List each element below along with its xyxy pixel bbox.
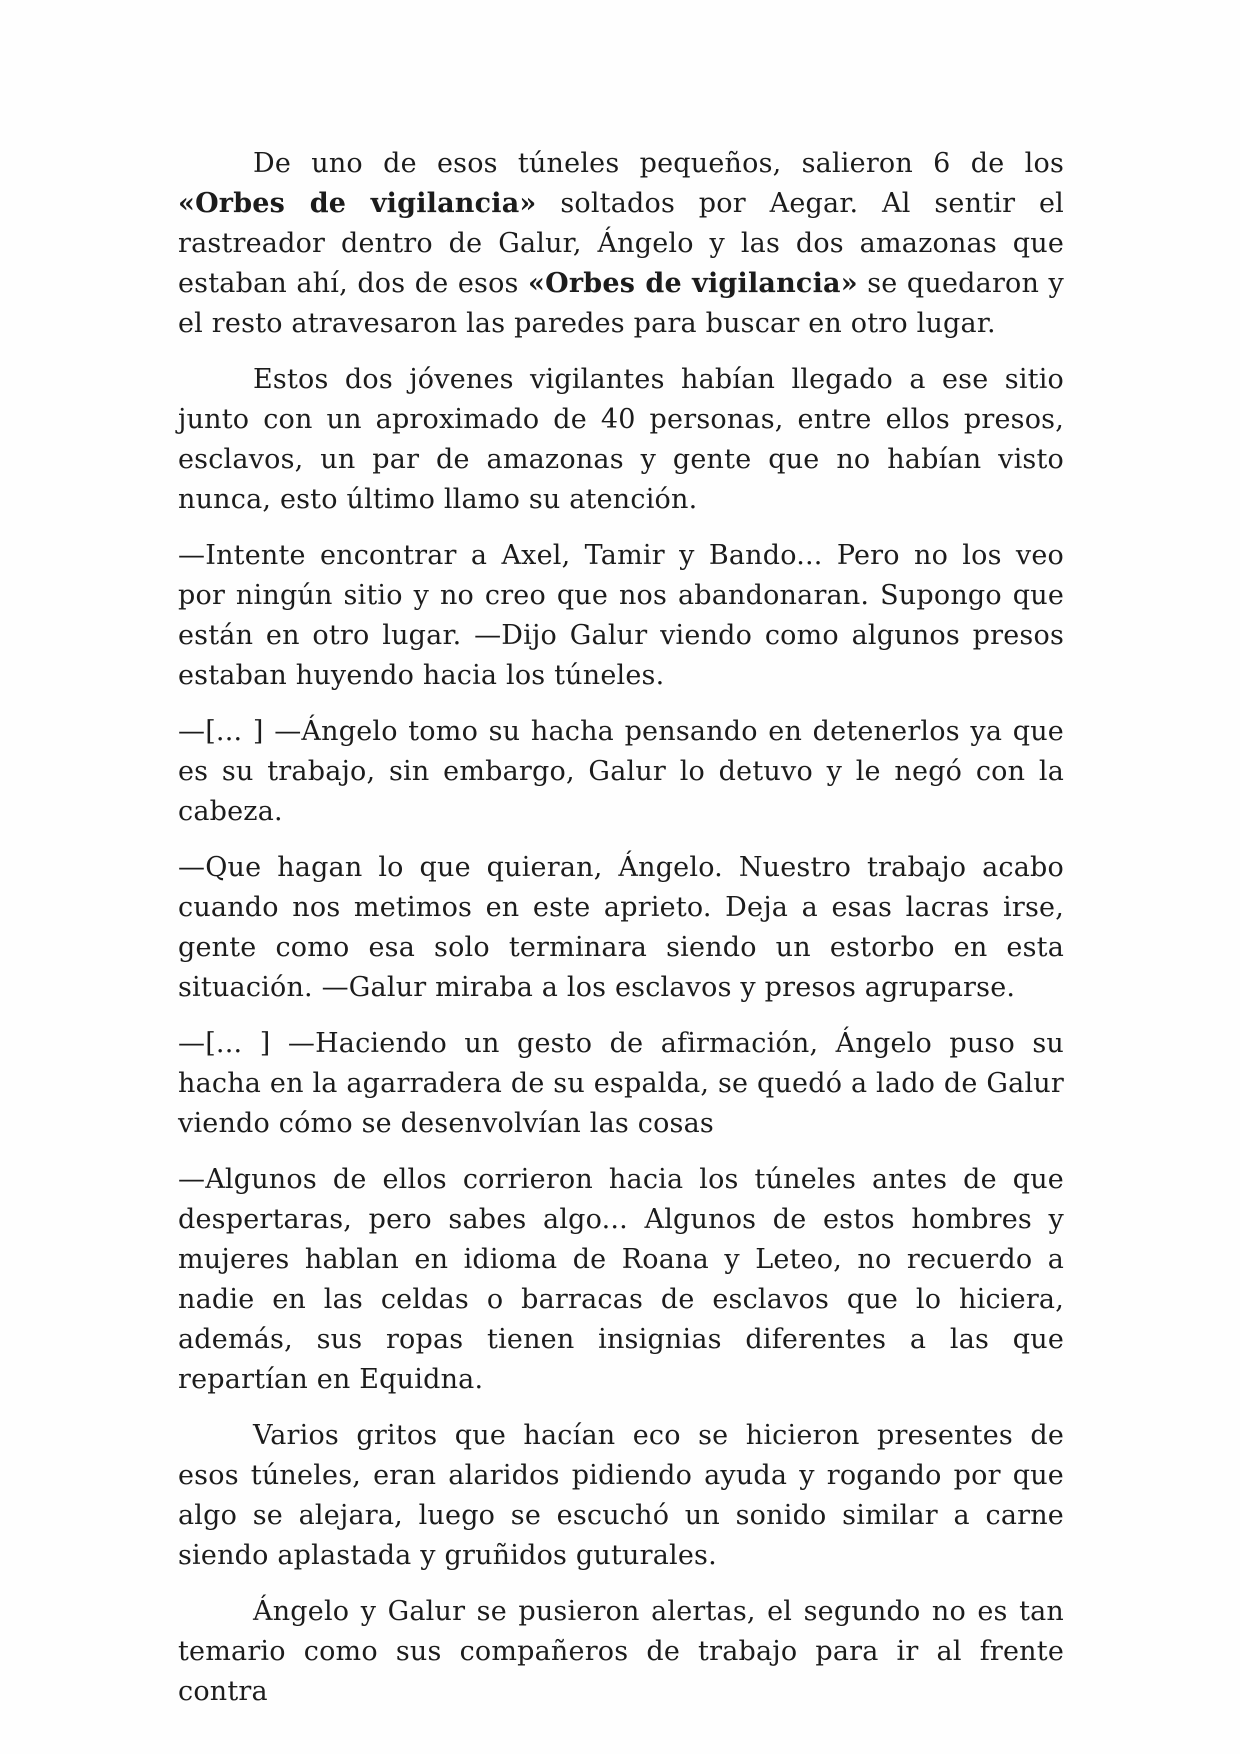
emphasis-orbes: «Orbes de vigilancia» <box>178 188 537 219</box>
text-body <box>178 144 1064 1728</box>
text-run: se quedaron y el resto atravesaron las paredes para buscar en otro lugar. <box>178 268 1064 339</box>
text-run: soltados por Aegar. Al sentir el rastreador dentro de Galur, Ángelo y las dos amazonas que estaban ahí, dos de esos <box>178 188 1065 299</box>
paragraph-5-dialogue <box>178 848 1064 1008</box>
text-run: —Algunos de ellos corrieron hacia los túneles antes de que despertaras, pero sabes algo... Algunos de estos hombres y mujeres hablan en idioma de Roana y Leteo, no recuerdo a nadie en las celdas o barracas de esclavos que lo hiciera, además, sus ropas tienen insignias diferentes a las que repartían en Equidna. <box>178 1164 1064 1395</box>
text-run: Varios gritos que hacían eco se hicieron presentes de esos túneles, eran alaridos pidiendo ayuda y rogando por que algo se alejara, luego se escuchó un sonido similar a carne siendo aplastada y gruñidos guturales. <box>178 1420 1064 1571</box>
text-run: —Que hagan lo que quieran, Ángelo. Nuestro trabajo acabo cuando nos metimos en este aprieto. Deja a esas lacras irse, gente como esa solo terminara siendo un estorbo en esta situación. —Galur miraba a los esclavos y presos agruparse. <box>178 852 1064 1003</box>
emphasis-orbes: «Orbes de vigilancia» <box>528 268 858 299</box>
text-run: Estos dos jóvenes vigilantes habían llegado a ese sitio junto con un aproximado de 40 personas, entre ellos presos, esclavos, un par de amazonas y gente que no habían visto nunca, esto último llamo su atención. <box>178 364 1064 515</box>
paragraph-3-dialogue <box>178 536 1064 696</box>
paragraph-1 <box>178 144 1064 344</box>
text-run: De uno de esos túneles pequeños, salieron 6 de los <box>253 148 1064 179</box>
paragraph-4-dialogue <box>178 712 1064 832</box>
text-run: —[... ] —Ángelo tomo su hacha pensando en detenerlos ya que es su trabajo, sin embargo, Galur lo detuvo y le negó con la cabeza. <box>178 716 1064 827</box>
paragraph-2 <box>178 360 1064 520</box>
text-run: —Intente encontrar a Axel, Tamir y Bando... Pero no los veo por ningún sitio y no creo que nos abandonaran. Supongo que están en otro lugar. —Dijo Galur viendo como algunos presos estaban huyendo hacia los túneles. <box>178 540 1064 691</box>
paragraph-7-dialogue <box>178 1160 1064 1400</box>
paragraph-6-dialogue <box>178 1024 1064 1144</box>
text-run: Ángelo y Galur se pusieron alertas, el segundo no es tan temario como sus compañeros de trabajo para ir al frente contra <box>178 1596 1064 1707</box>
paragraph-8 <box>178 1416 1064 1576</box>
text-run: —[... ] —Haciendo un gesto de afirmación, Ángelo puso su hacha en la agarradera de su espalda, se quedó a lado de Galur viendo cómo se desenvolvían las cosas <box>178 1028 1064 1139</box>
paragraph-9 <box>178 1592 1064 1712</box>
